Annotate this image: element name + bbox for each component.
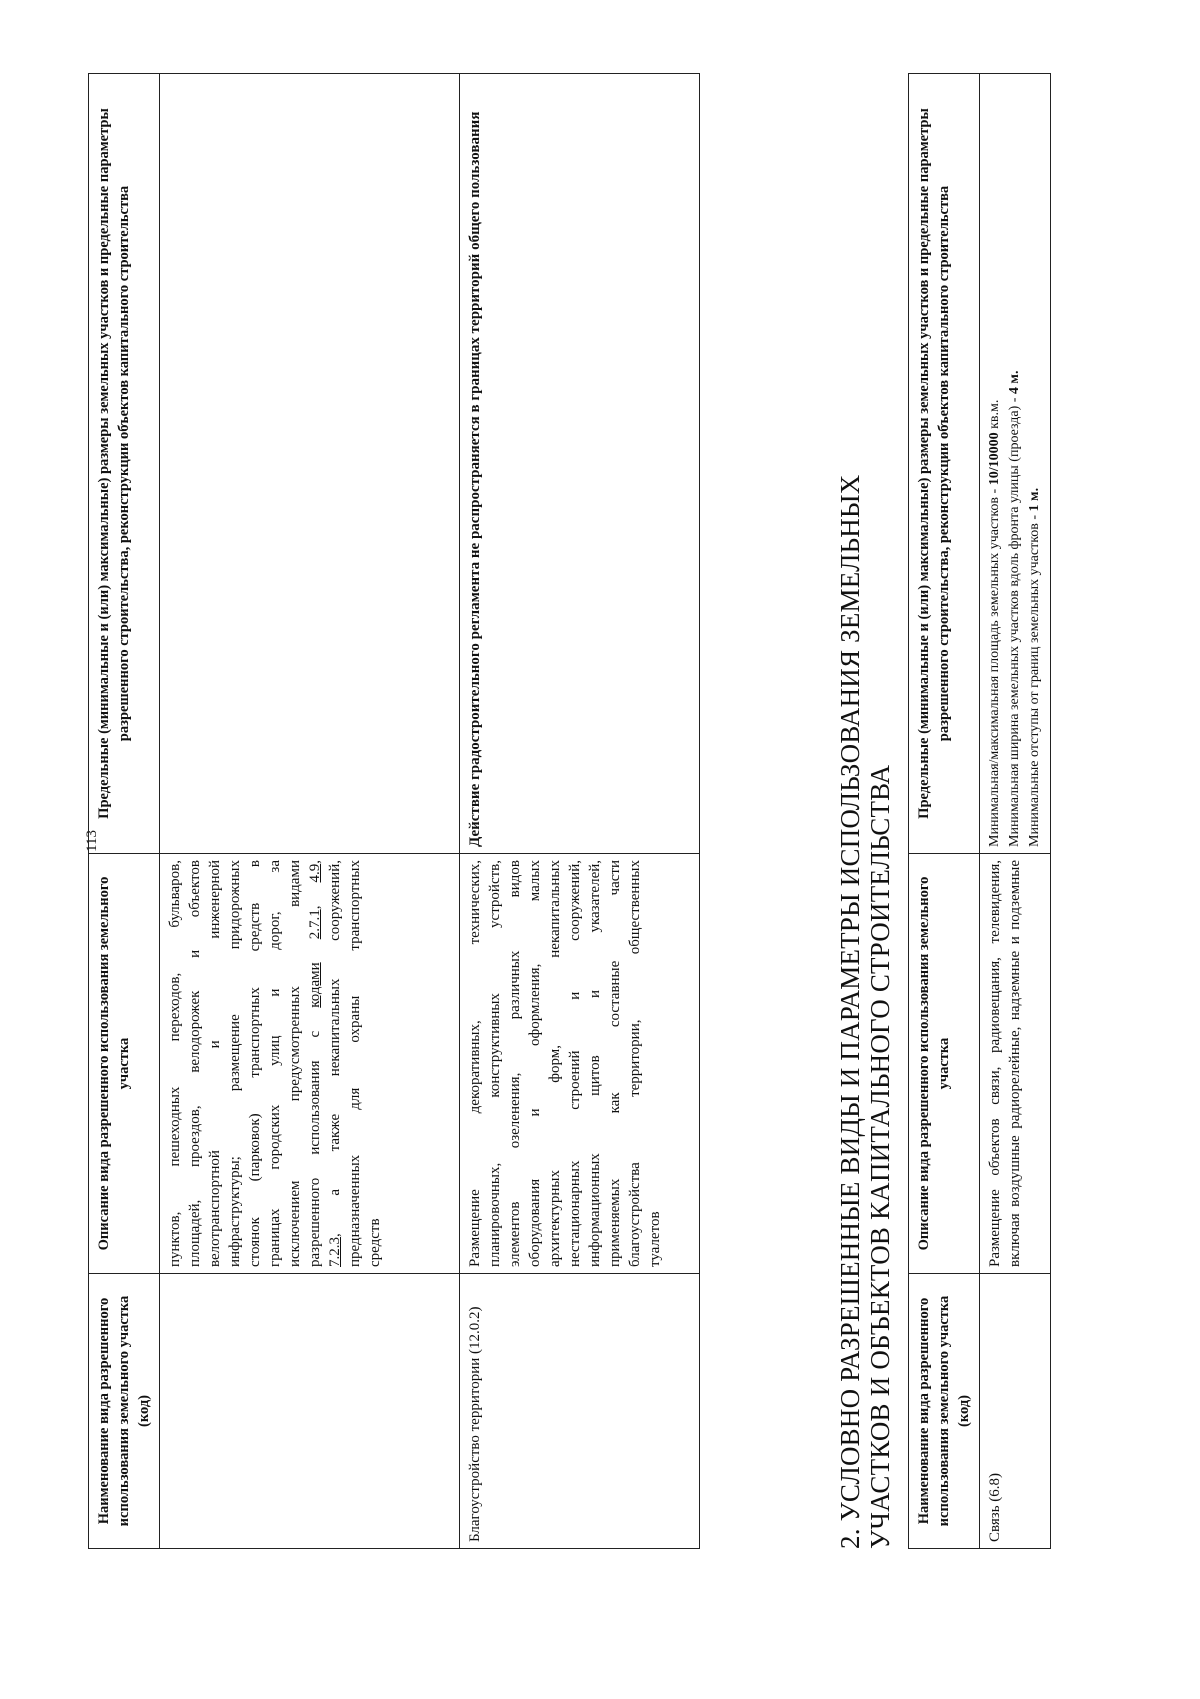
table-header-row bbox=[909, 74, 980, 1549]
row-limits bbox=[980, 74, 1051, 854]
desc-line: туалетов bbox=[647, 1211, 663, 1267]
header-limits: Предельные (минимальные и (или) максимальные) размеры земельных участков и предельные параметры разрешенного строительства, реконструкции объектов капитального строительства bbox=[909, 74, 980, 854]
desc-line: площадей, проездов, велодорожек и объектов bbox=[187, 860, 203, 1267]
desc-line: Размещение декоративных, технических, bbox=[467, 860, 483, 1267]
desc-line: границах городских улиц и дорог, за bbox=[267, 860, 283, 1267]
header-description: Описание вида разрешенного использования земельного участка bbox=[89, 854, 160, 1274]
header-name: Наименование вида разрешенного использования земельного участка (код) bbox=[909, 1274, 980, 1549]
limit-line: Минимальная ширина земельных участков вдоль фронта улицы (проезда) - 4 м. bbox=[1007, 370, 1022, 847]
table-row bbox=[460, 74, 700, 1549]
desc-line: благоустройства территории, общественных bbox=[627, 860, 643, 1267]
desc-line: разрешенного использования с кодами 2.7.1, 4.9, bbox=[307, 860, 323, 1267]
desc-line: пунктов, пешеходных переходов, бульваров, bbox=[167, 860, 183, 1267]
regulation-note: Действие градостроительного регламента не распространяется в границах территорий общего пользования bbox=[467, 111, 483, 847]
row1-limits bbox=[160, 74, 460, 854]
desc-line: архитектурных форм, некапитальных bbox=[547, 860, 563, 1267]
desc-line: применяемых как составные части bbox=[607, 860, 623, 1267]
row-name: Связь (6.8) bbox=[980, 1274, 1051, 1549]
desc-line: информационных щитов и указателей, bbox=[587, 860, 603, 1267]
row2-name: Благоустройство территории (12.0.2) bbox=[460, 1274, 700, 1549]
desc-line: исключением предусмотренных видами bbox=[287, 860, 303, 1267]
row-description: Размещение объектов связи, радиовещания, телевидения, включая воздушные радиорелейные, надземные и подземные bbox=[980, 854, 1051, 1274]
conditional-uses-table bbox=[908, 73, 1051, 1549]
desc-line: предназначенных для охраны транспортных bbox=[347, 860, 363, 1267]
desc-line: стоянок (парковок) транспортных средств в bbox=[247, 860, 263, 1267]
limit-line: Минимальная/максимальная площадь земельных участков - 10/10000 кв.м. bbox=[987, 399, 1002, 847]
section-2-title: 2. УСЛОВНО РАЗРЕШЕННЫЕ ВИДЫ И ПАРАМЕТРЫ ИСПОЛЬЗОВАНИЯ ЗЕМЕЛЬНЫХ УЧАСТКОВ И ОБЪЕКТОВ КАПИТАЛЬНОГО СТРОИТЕЛЬСТВА bbox=[835, 474, 895, 1549]
header-limits: Предельные (минимальные и (или) максимальные) размеры земельных участков и предельные параметры разрешенного строительства, реконструкции объектов капитального строительства bbox=[89, 74, 160, 854]
desc-line: элементов озеленения, различных видов bbox=[507, 860, 523, 1267]
row1-name bbox=[160, 1274, 460, 1549]
row2-limits bbox=[460, 74, 700, 854]
header-name: Наименование вида разрешенного использования земельного участка (код) bbox=[89, 1274, 160, 1549]
desc-line: инфраструктуры; размещение придорожных bbox=[227, 860, 243, 1267]
page-number: 113 bbox=[84, 830, 100, 852]
desc-line: 7.2.3, а также некапитальных сооружений, bbox=[327, 860, 343, 1267]
limit-line: Минимальные отступы от границ земельных участков - 1 м. bbox=[1027, 487, 1042, 847]
row1-description bbox=[160, 854, 460, 1274]
table-row bbox=[980, 74, 1051, 1549]
table-row bbox=[160, 74, 460, 1549]
row2-description bbox=[460, 854, 700, 1274]
table-header-row bbox=[89, 74, 160, 1549]
desc-line: планировочных, конструктивных устройств, bbox=[487, 860, 503, 1267]
header-description: Описание вида разрешенного использования земельного участка bbox=[909, 854, 980, 1274]
desc-line: средств bbox=[367, 1218, 383, 1267]
desc-line: оборудования и оформления, малых bbox=[527, 860, 543, 1267]
desc-line: нестационарных строений и сооружений, bbox=[567, 860, 583, 1267]
permitted-uses-table bbox=[88, 73, 700, 1549]
desc-line: велотранспортной и инженерной bbox=[207, 860, 223, 1267]
